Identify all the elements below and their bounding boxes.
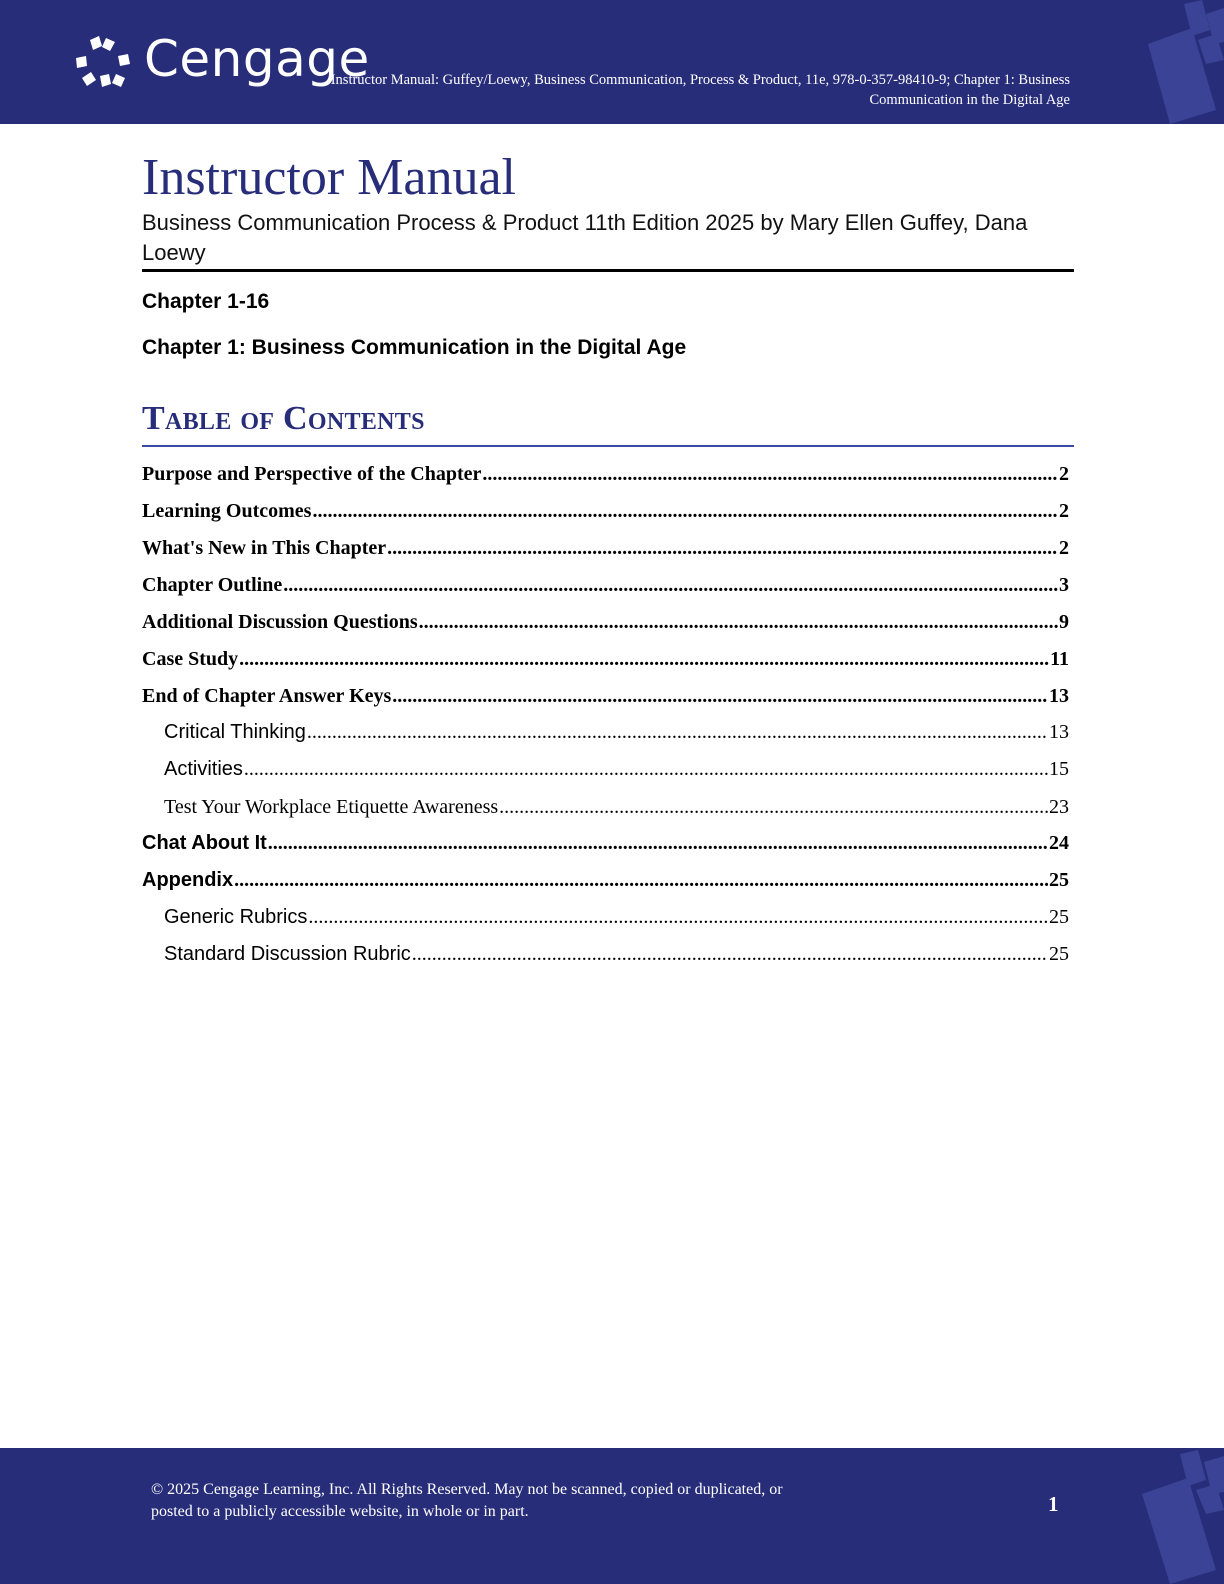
toc-entry-page: 13 bbox=[1049, 685, 1069, 707]
toc-entry-chapter-outline[interactable] bbox=[142, 574, 1069, 602]
toc-leader bbox=[268, 832, 1048, 855]
chapter-title: Chapter 1: Business Communication in the Digital Age bbox=[142, 336, 687, 359]
toc-entry-label: Appendix bbox=[142, 869, 234, 891]
toc-entry-label: End of Chapter Answer Keys bbox=[142, 685, 392, 707]
toc-entry-page: 3 bbox=[1059, 574, 1069, 596]
toc-entry-appendix[interactable] bbox=[142, 869, 1069, 897]
toc-entry-learning-outcomes[interactable] bbox=[142, 500, 1069, 528]
toc-entry-page: 25 bbox=[1049, 943, 1069, 965]
toc-entry-label: Activities bbox=[164, 758, 243, 780]
page-title: Instructor Manual bbox=[142, 149, 517, 206]
toc-entry-page: 23 bbox=[1049, 796, 1069, 818]
toc-entry-label: Chat About It bbox=[142, 832, 267, 854]
running-header-line-1: Instructor Manual: Guffey/Loewy, Business Communication, Process & Product, 11e, 978-0-357-98410-9; Chapter 1: Business bbox=[330, 72, 1070, 88]
toc-leader bbox=[234, 869, 1048, 892]
toc-leader bbox=[419, 611, 1058, 634]
toc-entry-etiquette-awareness[interactable] bbox=[164, 796, 1069, 824]
cengage-logo-mark-icon bbox=[72, 34, 136, 94]
toc-entry-page: 2 bbox=[1059, 537, 1069, 559]
toc-entry-label: Test Your Workplace Etiquette Awareness bbox=[164, 796, 499, 818]
toc-entry-chat-about-it[interactable] bbox=[142, 832, 1069, 860]
copyright-line-1: © 2025 Cengage Learning, Inc. All Rights Reserved. May not be scanned, copied or duplicated, or bbox=[151, 1481, 783, 1498]
toc-heading: Table of Contents bbox=[142, 400, 425, 437]
toc-entry-page: 9 bbox=[1059, 611, 1069, 633]
toc-entry-label: Standard Discussion Rubric bbox=[164, 943, 411, 965]
page-number: 1 bbox=[1048, 1492, 1059, 1516]
toc-entry-purpose[interactable] bbox=[142, 463, 1069, 491]
toc-entry-activities[interactable] bbox=[164, 758, 1069, 786]
toc-leader bbox=[499, 796, 1048, 819]
copyright-line-2: posted to a publicly accessible website, in whole or in part. bbox=[151, 1503, 529, 1520]
chapter-range: Chapter 1-16 bbox=[142, 290, 270, 313]
toc-entry-answer-keys[interactable] bbox=[142, 685, 1069, 713]
toc-leader bbox=[312, 500, 1058, 523]
toc-leader bbox=[283, 574, 1058, 597]
toc-entry-discussion-questions[interactable] bbox=[142, 611, 1069, 639]
toc-entry-label: Generic Rubrics bbox=[164, 906, 308, 928]
toc-divider bbox=[142, 445, 1074, 447]
toc-leader bbox=[239, 648, 1049, 671]
title-divider bbox=[142, 269, 1074, 272]
toc-entry-case-study[interactable] bbox=[142, 648, 1069, 676]
toc-leader bbox=[307, 721, 1048, 744]
toc-entry-page: 2 bbox=[1059, 500, 1069, 522]
toc-entry-label: What's New in This Chapter bbox=[142, 537, 387, 559]
toc-entry-page: 2 bbox=[1059, 463, 1069, 485]
tile-decoration-icon bbox=[1136, 1448, 1224, 1584]
toc-leader bbox=[392, 685, 1048, 708]
toc-entry-page: 13 bbox=[1049, 721, 1069, 743]
toc-leader bbox=[387, 537, 1058, 560]
toc-leader bbox=[412, 943, 1048, 966]
header-band bbox=[0, 0, 1224, 124]
running-header bbox=[230, 70, 1070, 110]
toc-leader bbox=[308, 906, 1048, 929]
toc-entry-page: 15 bbox=[1049, 758, 1069, 780]
toc-entry-page: 25 bbox=[1049, 869, 1069, 891]
toc-entry-label: Chapter Outline bbox=[142, 574, 283, 596]
toc-entry-page: 11 bbox=[1050, 648, 1069, 670]
toc-entry-label: Learning Outcomes bbox=[142, 500, 312, 522]
document-subtitle: Business Communication Process & Product 11th Edition 2025 by Mary Ellen Guffey, Dana Loewy bbox=[142, 210, 1028, 265]
logo-wordmark: Cengage bbox=[144, 30, 370, 88]
toc-leader bbox=[244, 758, 1048, 781]
toc-entry-label: Critical Thinking bbox=[164, 721, 306, 743]
toc-entry-whats-new[interactable] bbox=[142, 537, 1069, 565]
toc-entry-page: 25 bbox=[1049, 906, 1069, 928]
running-header-line-2: Communication in the Digital Age bbox=[869, 92, 1070, 108]
toc-entry-label: Case Study bbox=[142, 648, 239, 670]
toc-entry-discussion-rubric[interactable] bbox=[164, 943, 1069, 971]
footer-band bbox=[0, 1448, 1224, 1584]
copyright-notice bbox=[151, 1479, 871, 1523]
toc-leader bbox=[482, 463, 1058, 486]
toc-entry-generic-rubrics[interactable] bbox=[164, 906, 1069, 934]
tile-decoration-icon bbox=[1140, 0, 1224, 124]
toc-entry-critical-thinking[interactable] bbox=[164, 721, 1069, 749]
toc-entry-label: Additional Discussion Questions bbox=[142, 611, 418, 633]
toc-entry-label: Purpose and Perspective of the Chapter bbox=[142, 463, 482, 485]
toc-entry-page: 24 bbox=[1049, 832, 1069, 854]
